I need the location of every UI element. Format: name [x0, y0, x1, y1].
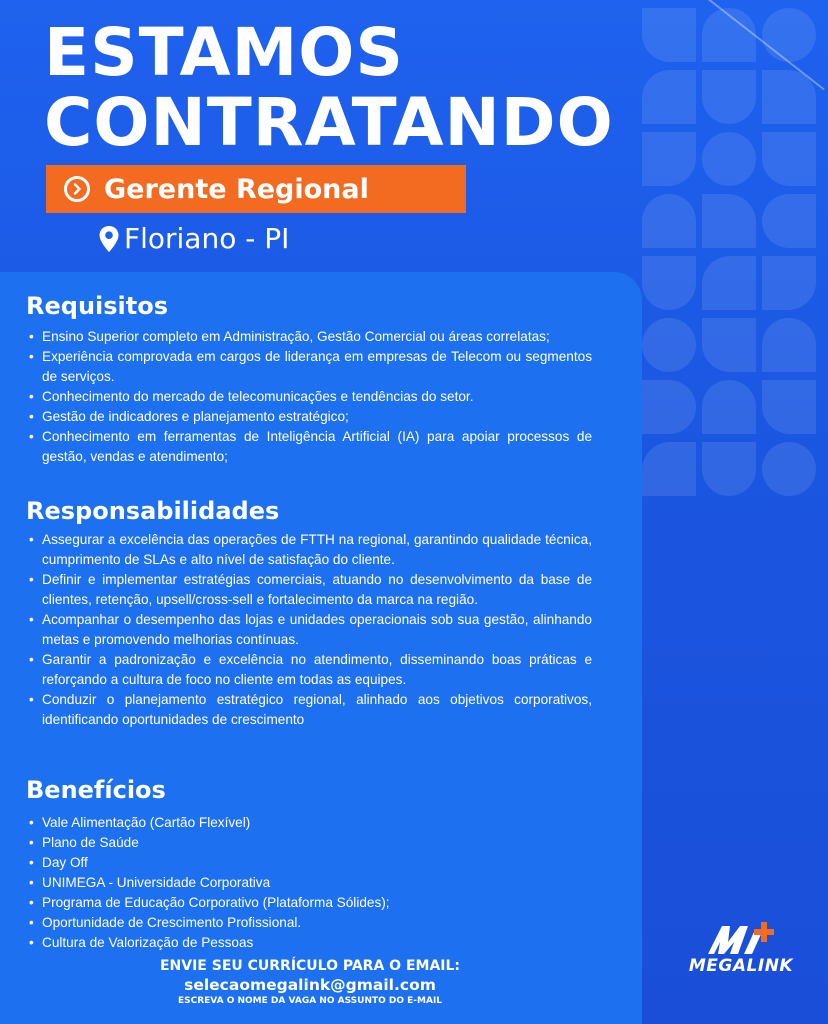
list-item: • Plano de Saúde: [26, 833, 592, 853]
headline-line-2: CONTRATANDO: [44, 84, 614, 161]
megalink-logo-icon: [668, 916, 814, 958]
beneficios-title: Benefícios: [26, 776, 166, 804]
responsabilidades-title: Responsabilidades: [26, 497, 280, 525]
list-item: • Garantir a padronização e excelência no atendimento, disseminando boas práticas e reforçando a cultura de foco no cliente em todas as equipes.: [26, 650, 592, 690]
list-item: • Day Off: [26, 853, 592, 873]
location-pin-icon: [98, 225, 120, 253]
list-item: • Conhecimento do mercado de telecomunicações e tendências do setor.: [26, 387, 592, 407]
list-item: • Oportunidade de Crescimento Profissional.: [26, 913, 592, 933]
responsabilidades-list: [26, 530, 592, 730]
cta-note: ESCREVA O NOME DA VAGA NO ASSUNTO DO E-MAIL: [177, 996, 443, 1006]
list-item: • Programa de Educação Corporativo (Plataforma Sólides);: [26, 893, 592, 913]
role-title: Gerente Regional: [104, 173, 369, 205]
chevron-right-circle-icon: [64, 176, 90, 202]
list-item: • Vale Alimentação (Cartão Flexível): [26, 813, 592, 833]
list-item: • Assegurar a excelência das operações de FTTH na regional, garantindo qualidade técnica, cumprimento de SLAs e alto nível de satisfação do cliente.: [26, 530, 592, 570]
role-banner: [46, 165, 466, 213]
location-text: Floriano - PI: [124, 222, 290, 255]
megalink-logo: [668, 916, 814, 980]
list-item: • Ensino Superior completo em Administração, Gestão Comercial ou áreas correlatas;: [26, 327, 592, 347]
requisitos-list: [26, 327, 592, 467]
list-item: • Conhecimento em ferramentas de Inteligência Artificial (IA) para apoiar processos de gestão, vendas e atendimento;: [26, 427, 592, 467]
list-item: • Experiência comprovada em cargos de liderança em empresas de Telecom ou segmentos de serviços.: [26, 347, 592, 387]
cta-email[interactable]: selecaomegalink@gmail.com: [184, 976, 436, 994]
decorative-pattern: [640, 0, 828, 560]
location: [98, 222, 289, 255]
list-item: • Acompanhar o desempenho das lojas e unidades operacionais sob sua gestão, alinhando metas e promovendo melhorias contínuas.: [26, 610, 592, 650]
headline: [44, 14, 614, 161]
beneficios-list: [26, 813, 592, 953]
list-item: • Cultura de Valorização de Pessoas: [26, 933, 592, 953]
list-item: • Gestão de indicadores e planejamento estratégico;: [26, 407, 592, 427]
requisitos-title: Requisitos: [26, 292, 169, 320]
list-item: • Conduzir o planejamento estratégico regional, alinhado aos objetivos corporativos, identificando oportunidades de crescimento: [26, 690, 592, 730]
list-item: • UNIMEGA - Universidade Corporativa: [26, 873, 592, 893]
headline-line-1: ESTAMOS: [44, 14, 404, 91]
list-item: • Definir e implementar estratégias comerciais, atuando no desenvolvimento da base de clientes, retenção, upsell/cross-sell e fortalecimento da marca na região.: [26, 570, 592, 610]
cta-heading: ENVIE SEU CURRÍCULO PARA O EMAIL:: [159, 958, 461, 974]
logo-brand-text: MEGALINK: [688, 956, 794, 976]
